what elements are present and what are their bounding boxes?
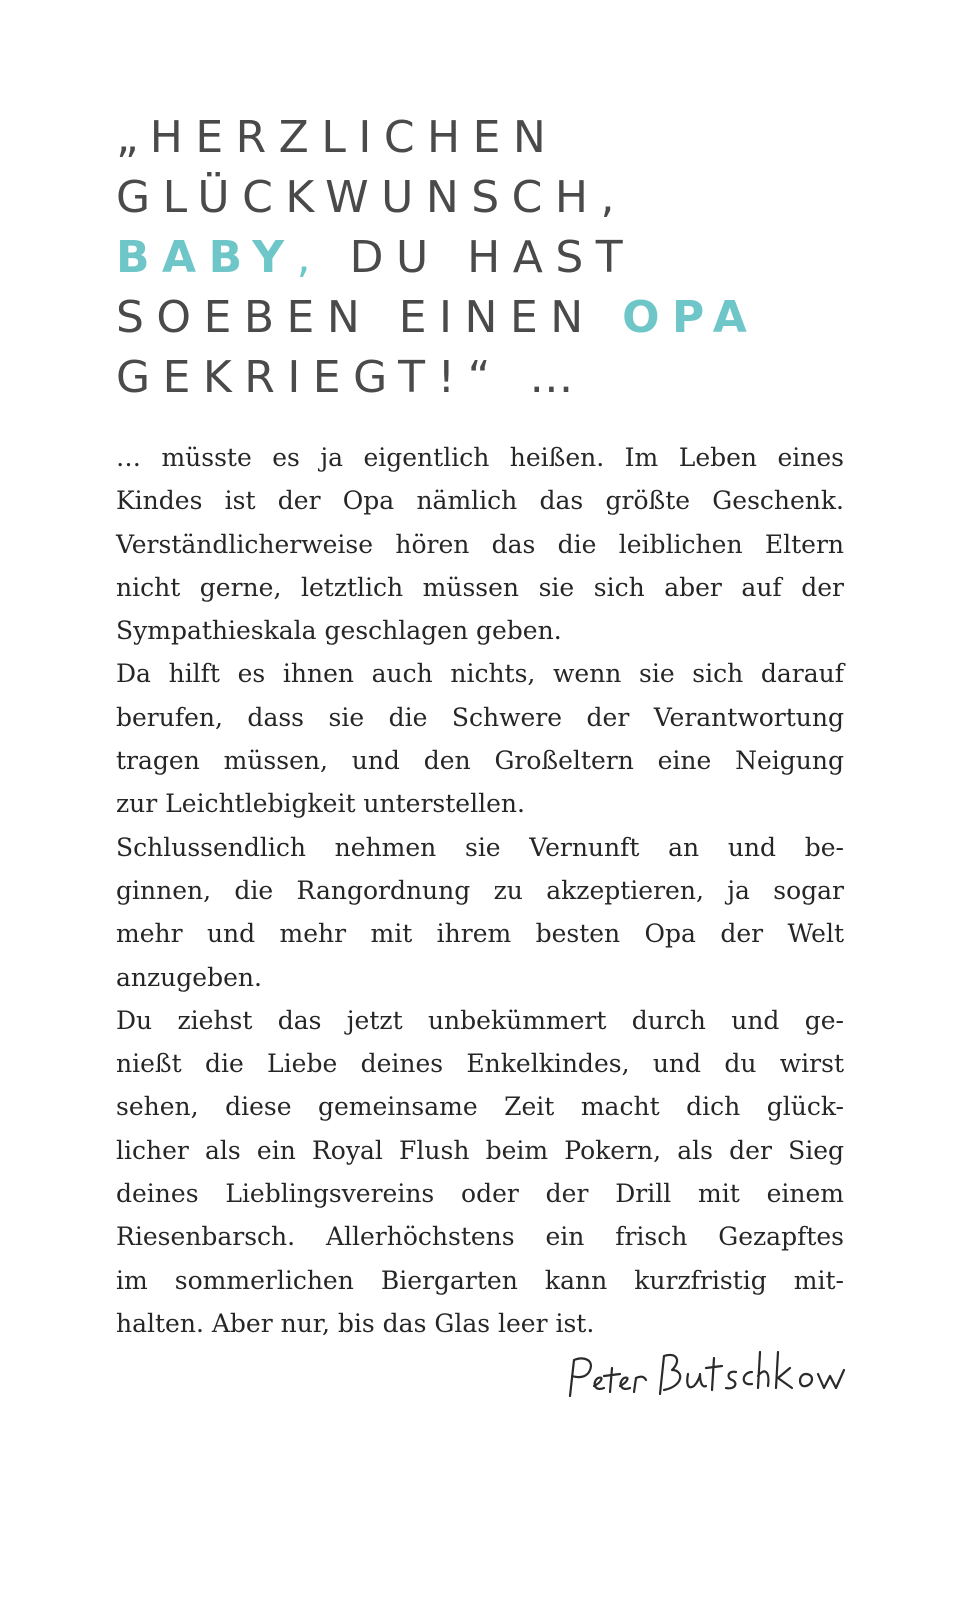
body-line: im sommerlichen Biergarten kann kurzfristig mit- [116,1265,844,1295]
headline [116,108,916,408]
body-line: sehen, diese gemeinsame Zeit macht dich glück- [116,1092,844,1122]
body-line: deines Lieblingsvereins oder der Drill mit einem [116,1179,844,1209]
body-line: mehr und mehr mit ihrem besten Opa der Welt [116,919,844,949]
body-line: Riesenbarsch. Allerhöchstens ein frisch Gezapftes [116,1222,844,1252]
headline-line-4 [116,288,916,348]
body-line: nicht gerne, letztlich müssen sie sich aber auf der [116,572,844,602]
body-line: Schlussendlich nehmen sie Vernunft an und be- [116,832,844,862]
headline-accent-comma: , [296,232,324,283]
body-line: halten. Aber nur, bis das Glas leer ist. [116,1308,595,1338]
body-line: zur Leichtlebigkeit unterstellen. [116,789,525,819]
body-text [116,436,844,1345]
body-line: Sympathieskala geschlagen geben. [116,616,562,646]
headline-line-4-start: SOEBEN EINEN [116,292,623,343]
signature [560,1338,860,1418]
headline-line-1: „HERZLICHEN [116,112,559,163]
body-line: Verständlicherweise hören das die leiblichen Eltern [116,529,844,559]
body-line: tragen müssen, und den Großeltern eine Neigung [116,746,844,776]
headline-line-3 [116,228,916,288]
headline-accent-baby: BABY [116,232,297,283]
body-line: licher als ein Royal Flush beim Pokern, als der Sieg [116,1135,844,1165]
body-line: … müsste es ja eigentlich heißen. Im Leben eines [116,443,844,472]
body-line: Da hilft es ihnen auch nichts, wenn sie sich darauf [116,659,844,689]
headline-accent-opa: OPA [622,292,760,343]
headline-line-5: GEKRIEGT!“ … [116,352,586,403]
body-line: anzugeben. [116,962,262,992]
body-line: Du ziehst das jetzt unbekümmert durch und ge- [116,1005,844,1035]
headline-line-3-rest: DU HAST [323,232,636,283]
body-line: ginnen, die Rangordnung zu akzeptieren, ja sogar [116,875,844,905]
body-line: nießt die Liebe deines Enkelkindes, und du wirst [116,1049,844,1079]
headline-line-2: GLÜCKWUNSCH, [116,172,627,223]
body-line: berufen, dass sie die Schwere der Verantwortung [116,702,844,732]
body-line: Kindes ist der Opa nämlich das größte Geschenk. [116,486,844,516]
